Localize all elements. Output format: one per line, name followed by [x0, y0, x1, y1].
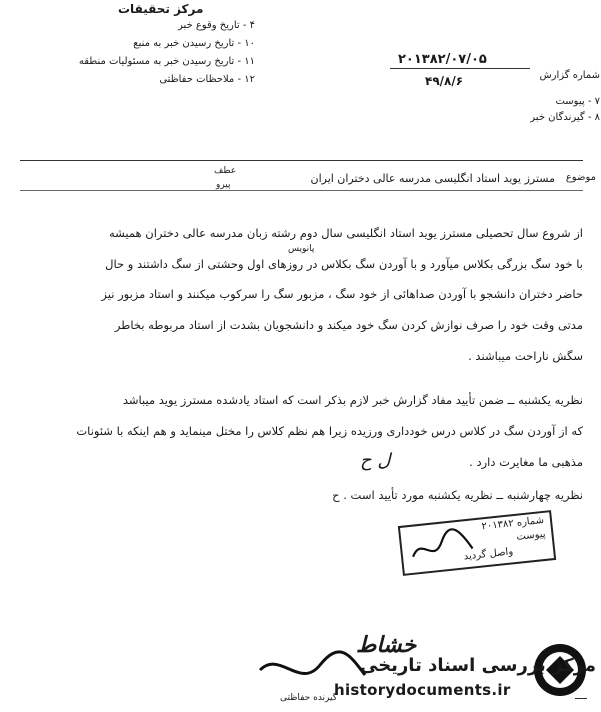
stamp-line-2: پیوست: [515, 528, 547, 543]
report-date: ۴۹/۸/۶: [425, 74, 464, 88]
header-row-11: ۱۱ - تاریخ رسیدن خبر به مسئولیات منطقه: [78, 56, 255, 67]
subject-margin-note-2: پیرو: [216, 180, 231, 190]
body-line-2: با خود سگ بزرگی بکلاس میآورد و با آوردن سگ بکلاس در روزهای اول وحشتی از سگ داشتند و حال: [105, 257, 583, 271]
subject-label: موضوع: [565, 172, 596, 183]
header-row-10: ۱۰ - تاریخ رسیدن خبر به منبع: [133, 38, 255, 49]
file-number: ۲۰۱۳۸۲/۰۷/۰۵: [398, 52, 487, 67]
received-stamp: [398, 510, 556, 576]
subject-margin-note-1: عطف: [214, 166, 237, 176]
body-line-1: از شروع سال تحصیلی مسترز یوید استاد انگلیسی سال دوم رشته زبان مدرسه عالی دختران همیشه: [108, 226, 583, 240]
body-line-8: مذهبی ما مغایرت دارد .: [469, 455, 583, 469]
body-line-4: مدتی وقت خود را صرف نوازش کردن سگ خود میکند و دانشجویان بشدت از استاد مربوطه بخاطر: [114, 318, 583, 332]
stamp-line-3: واصل گردید: [463, 546, 514, 563]
site-url[interactable]: historydocuments.ir: [334, 681, 511, 699]
subject-text: مسترز یوید استاد انگلیسی مدرسه عالی دختران ایران: [310, 172, 555, 185]
header-row-4: ۴ - تاریخ وقوع خبر: [177, 20, 255, 31]
body-line-6: نظریه یکشنبه ــ ضمن تأیید مفاد گزارش خبر لازم بذکر است که استاد یادشده مسترز یوید میباشد: [122, 393, 583, 407]
body-line-7: که از آوردن سگ در کلاس درس خودداری ورزیده زیرا هم نظم کلاس را مختل مینماید و هم اینکه با شئونات: [76, 424, 583, 438]
footer-bottom-note: گیرنده حفاظتی: [280, 693, 338, 703]
center-name: مرکز بررسی اسناد تاریخی: [360, 655, 597, 676]
body-line-9: نظریه چهارشنبه ــ نظریه یکشنبه مورد تأیید است . ح: [332, 488, 583, 502]
header-right-label-1: شماره گزارش: [539, 70, 600, 81]
header-top-left-title: مرکز تحقیقات: [118, 2, 204, 16]
interlinear-note: پانویس: [288, 244, 315, 254]
signature-initials: ل ح: [360, 450, 391, 471]
stamp-line-1: شماره ۲۰۱۳۸۲: [481, 514, 545, 533]
header-right-label-3: ۸ - گیرندگان خبر: [530, 112, 600, 123]
header-divider: [20, 160, 583, 161]
stamp-scribble-icon: [400, 512, 554, 573]
body-line-5: سگش ناراحت میباشند .: [468, 349, 583, 363]
body-line-3: حاضر دختران دانشجو با آوردن صداهائی از خود سگ ، مزبور سگ را سرکوب میکنند و استاد مزبور نیز: [101, 287, 583, 301]
header-right-label-2: ۷ - پیوست: [555, 96, 600, 107]
header-row-12: ۱۲ - ملاحظات حفاظتی: [159, 74, 255, 85]
file-number-rule: [390, 68, 530, 69]
subject-divider: [20, 190, 583, 191]
footer-mark: [575, 698, 587, 699]
handwritten-mark: خشاط: [356, 632, 417, 658]
